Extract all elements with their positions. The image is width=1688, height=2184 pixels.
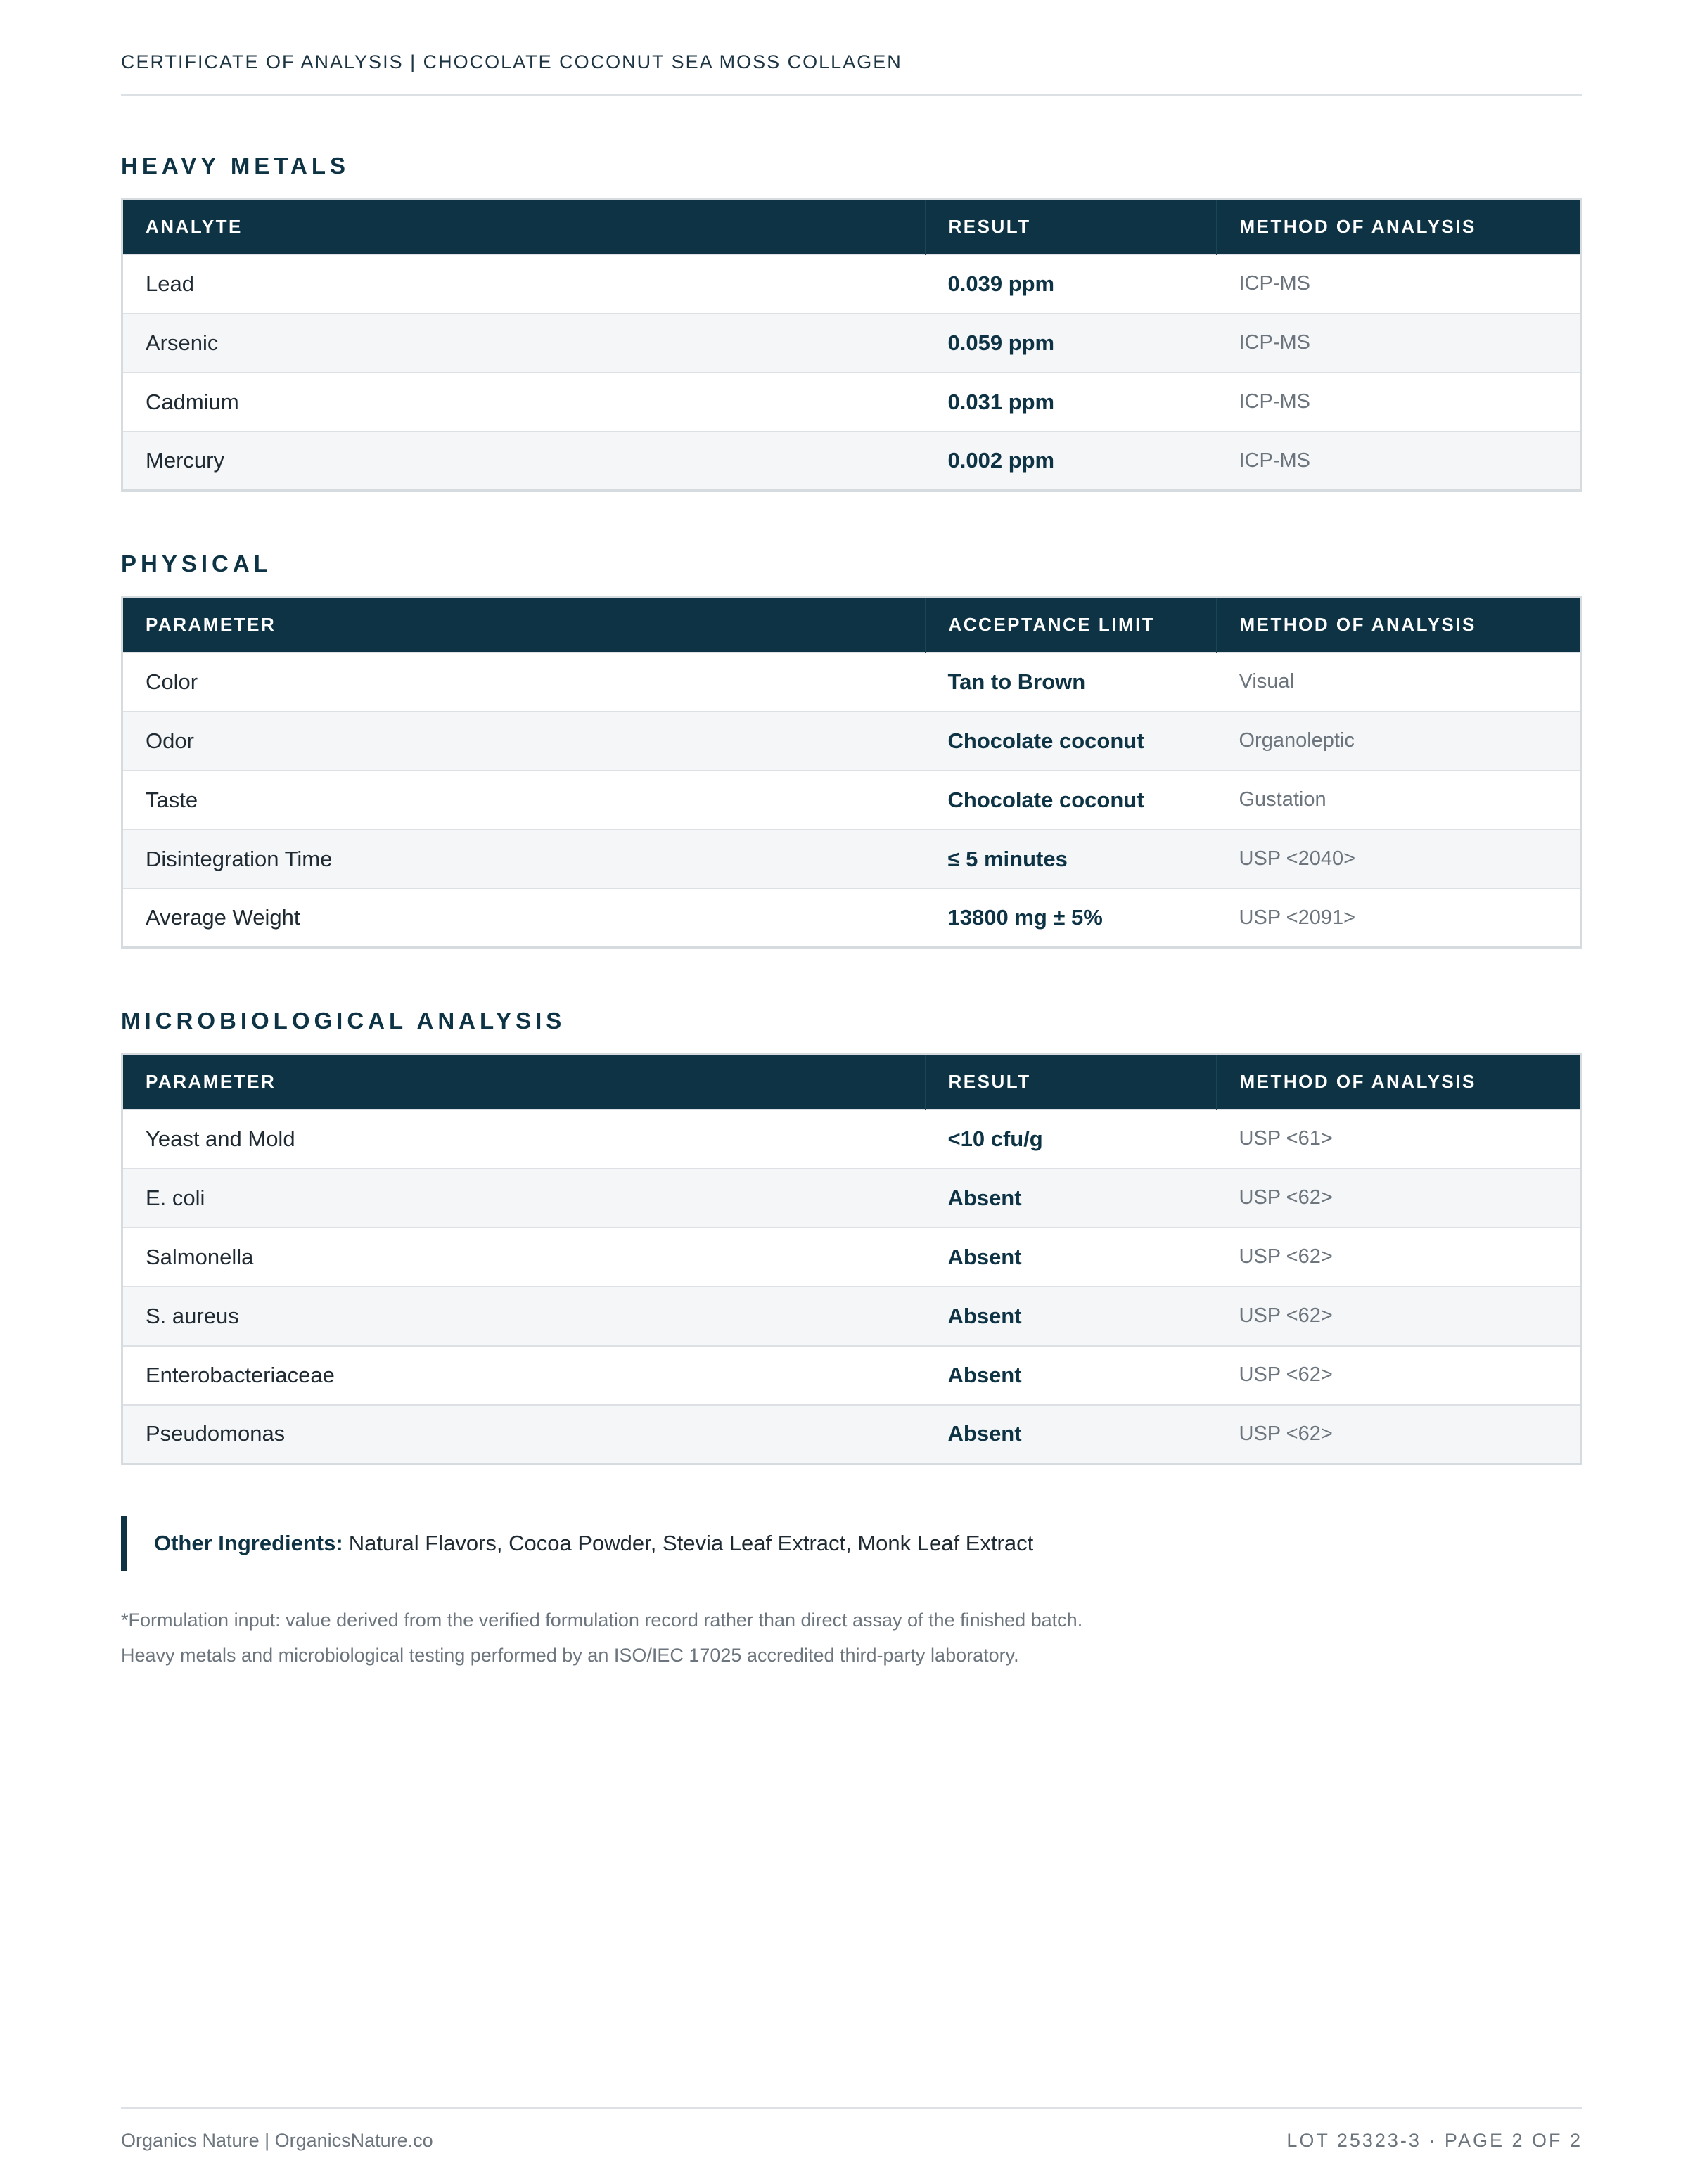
document-footer [121, 2107, 1582, 2151]
table-row [122, 771, 1582, 830]
document-header [121, 48, 1582, 96]
microbiological-table [121, 1053, 1582, 1465]
table-row [122, 1287, 1582, 1346]
parameter-method: USP <62> [1217, 1405, 1582, 1464]
table-row [122, 432, 1582, 491]
table-header-row [122, 1055, 1582, 1110]
column-header-parameter: PARAMETER [122, 1055, 926, 1110]
acceptance-limit: Chocolate coconut [926, 712, 1217, 771]
table-row [122, 314, 1582, 373]
parameter-result: Absent [926, 1405, 1217, 1464]
parameter-method: USP <62> [1217, 1169, 1582, 1228]
document-title: CERTIFICATE OF ANALYSIS | CHOCOLATE COCONUT SEA MOSS COLLAGEN [121, 51, 902, 72]
parameter-method: USP <61> [1217, 1110, 1582, 1169]
lot-page-info: LOT 25323-3 · PAGE 2 OF 2 [1286, 2130, 1582, 2151]
table-row [122, 255, 1582, 314]
column-header-result: RESULT [926, 200, 1217, 255]
table-row [122, 1110, 1582, 1169]
parameter-name: Odor [122, 712, 926, 771]
parameter-name: Color [122, 653, 926, 712]
table-row [122, 1405, 1582, 1464]
parameter-method: USP <2040> [1217, 830, 1582, 889]
analyte-method: ICP-MS [1217, 314, 1582, 373]
table-row [122, 1169, 1582, 1228]
parameter-name: S. aureus [122, 1287, 926, 1346]
acceptance-limit: Tan to Brown [926, 653, 1217, 712]
parameter-method: USP <62> [1217, 1346, 1582, 1405]
table-row [122, 373, 1582, 432]
table-row [122, 830, 1582, 889]
footnote-formulation: *Formulation input: value derived from the verified formulation record rather than direct assay of the finished batch. [121, 1610, 1083, 1631]
physical-title: PHYSICAL [121, 551, 272, 577]
analyte-name: Cadmium [122, 373, 926, 432]
parameter-name: E. coli [122, 1169, 926, 1228]
parameter-result: Absent [926, 1169, 1217, 1228]
company-info: Organics Nature | OrganicsNature.co [121, 2130, 433, 2151]
microbiological-title: MICROBIOLOGICAL ANALYSIS [121, 1008, 566, 1034]
column-header-analyte: ANALYTE [122, 200, 926, 255]
other-ingredients-text: Natural Flavors, Cocoa Powder, Stevia Leaf Extract, Monk Leaf Extract [348, 1531, 1034, 1555]
footnote-lab-accreditation: Heavy metals and microbiological testing performed by an ISO/IEC 17025 accredited third-party laboratory. [121, 1645, 1019, 1666]
parameter-name: Pseudomonas [122, 1405, 926, 1464]
analyte-result: 0.039 ppm [926, 255, 1217, 314]
analyte-method: ICP-MS [1217, 373, 1582, 432]
table-row [122, 712, 1582, 771]
parameter-name: Disintegration Time [122, 830, 926, 889]
column-header-method: METHOD OF ANALYSIS [1217, 598, 1582, 653]
parameter-name: Average Weight [122, 889, 926, 948]
acceptance-limit: ≤ 5 minutes [926, 830, 1217, 889]
other-ingredients-callout [121, 1516, 1582, 1571]
table-header-row [122, 200, 1582, 255]
other-ingredients-label: Other Ingredients: [154, 1531, 343, 1555]
parameter-result: Absent [926, 1346, 1217, 1405]
heavy-metals-table [121, 198, 1582, 492]
parameter-method: USP <62> [1217, 1228, 1582, 1287]
column-header-method: METHOD OF ANALYSIS [1217, 200, 1582, 255]
analyte-method: ICP-MS [1217, 432, 1582, 491]
parameter-method: Gustation [1217, 771, 1582, 830]
acceptance-limit: Chocolate coconut [926, 771, 1217, 830]
parameter-method: Visual [1217, 653, 1582, 712]
column-header-result: RESULT [926, 1055, 1217, 1110]
parameter-method: Organoleptic [1217, 712, 1582, 771]
column-header-acceptance-limit: ACCEPTANCE LIMIT [926, 598, 1217, 653]
parameter-result: Absent [926, 1228, 1217, 1287]
column-header-method: METHOD OF ANALYSIS [1217, 1055, 1582, 1110]
analyte-result: 0.002 ppm [926, 432, 1217, 491]
parameter-result: Absent [926, 1287, 1217, 1346]
table-row [122, 653, 1582, 712]
analyte-name: Lead [122, 255, 926, 314]
parameter-name: Enterobacteriaceae [122, 1346, 926, 1405]
parameter-method: USP <62> [1217, 1287, 1582, 1346]
analyte-name: Arsenic [122, 314, 926, 373]
analyte-method: ICP-MS [1217, 255, 1582, 314]
table-row [122, 1228, 1582, 1287]
heavy-metals-title: HEAVY METALS [121, 153, 350, 179]
analyte-name: Mercury [122, 432, 926, 491]
parameter-result: <10 cfu/g [926, 1110, 1217, 1169]
parameter-method: USP <2091> [1217, 889, 1582, 948]
parameter-name: Yeast and Mold [122, 1110, 926, 1169]
acceptance-limit: 13800 mg ± 5% [926, 889, 1217, 948]
coa-page [121, 0, 1582, 2184]
table-header-row [122, 598, 1582, 653]
parameter-name: Taste [122, 771, 926, 830]
parameter-name: Salmonella [122, 1228, 926, 1287]
column-header-parameter: PARAMETER [122, 598, 926, 653]
table-row [122, 1346, 1582, 1405]
table-row [122, 889, 1582, 948]
physical-table [121, 596, 1582, 949]
analyte-result: 0.059 ppm [926, 314, 1217, 373]
analyte-result: 0.031 ppm [926, 373, 1217, 432]
